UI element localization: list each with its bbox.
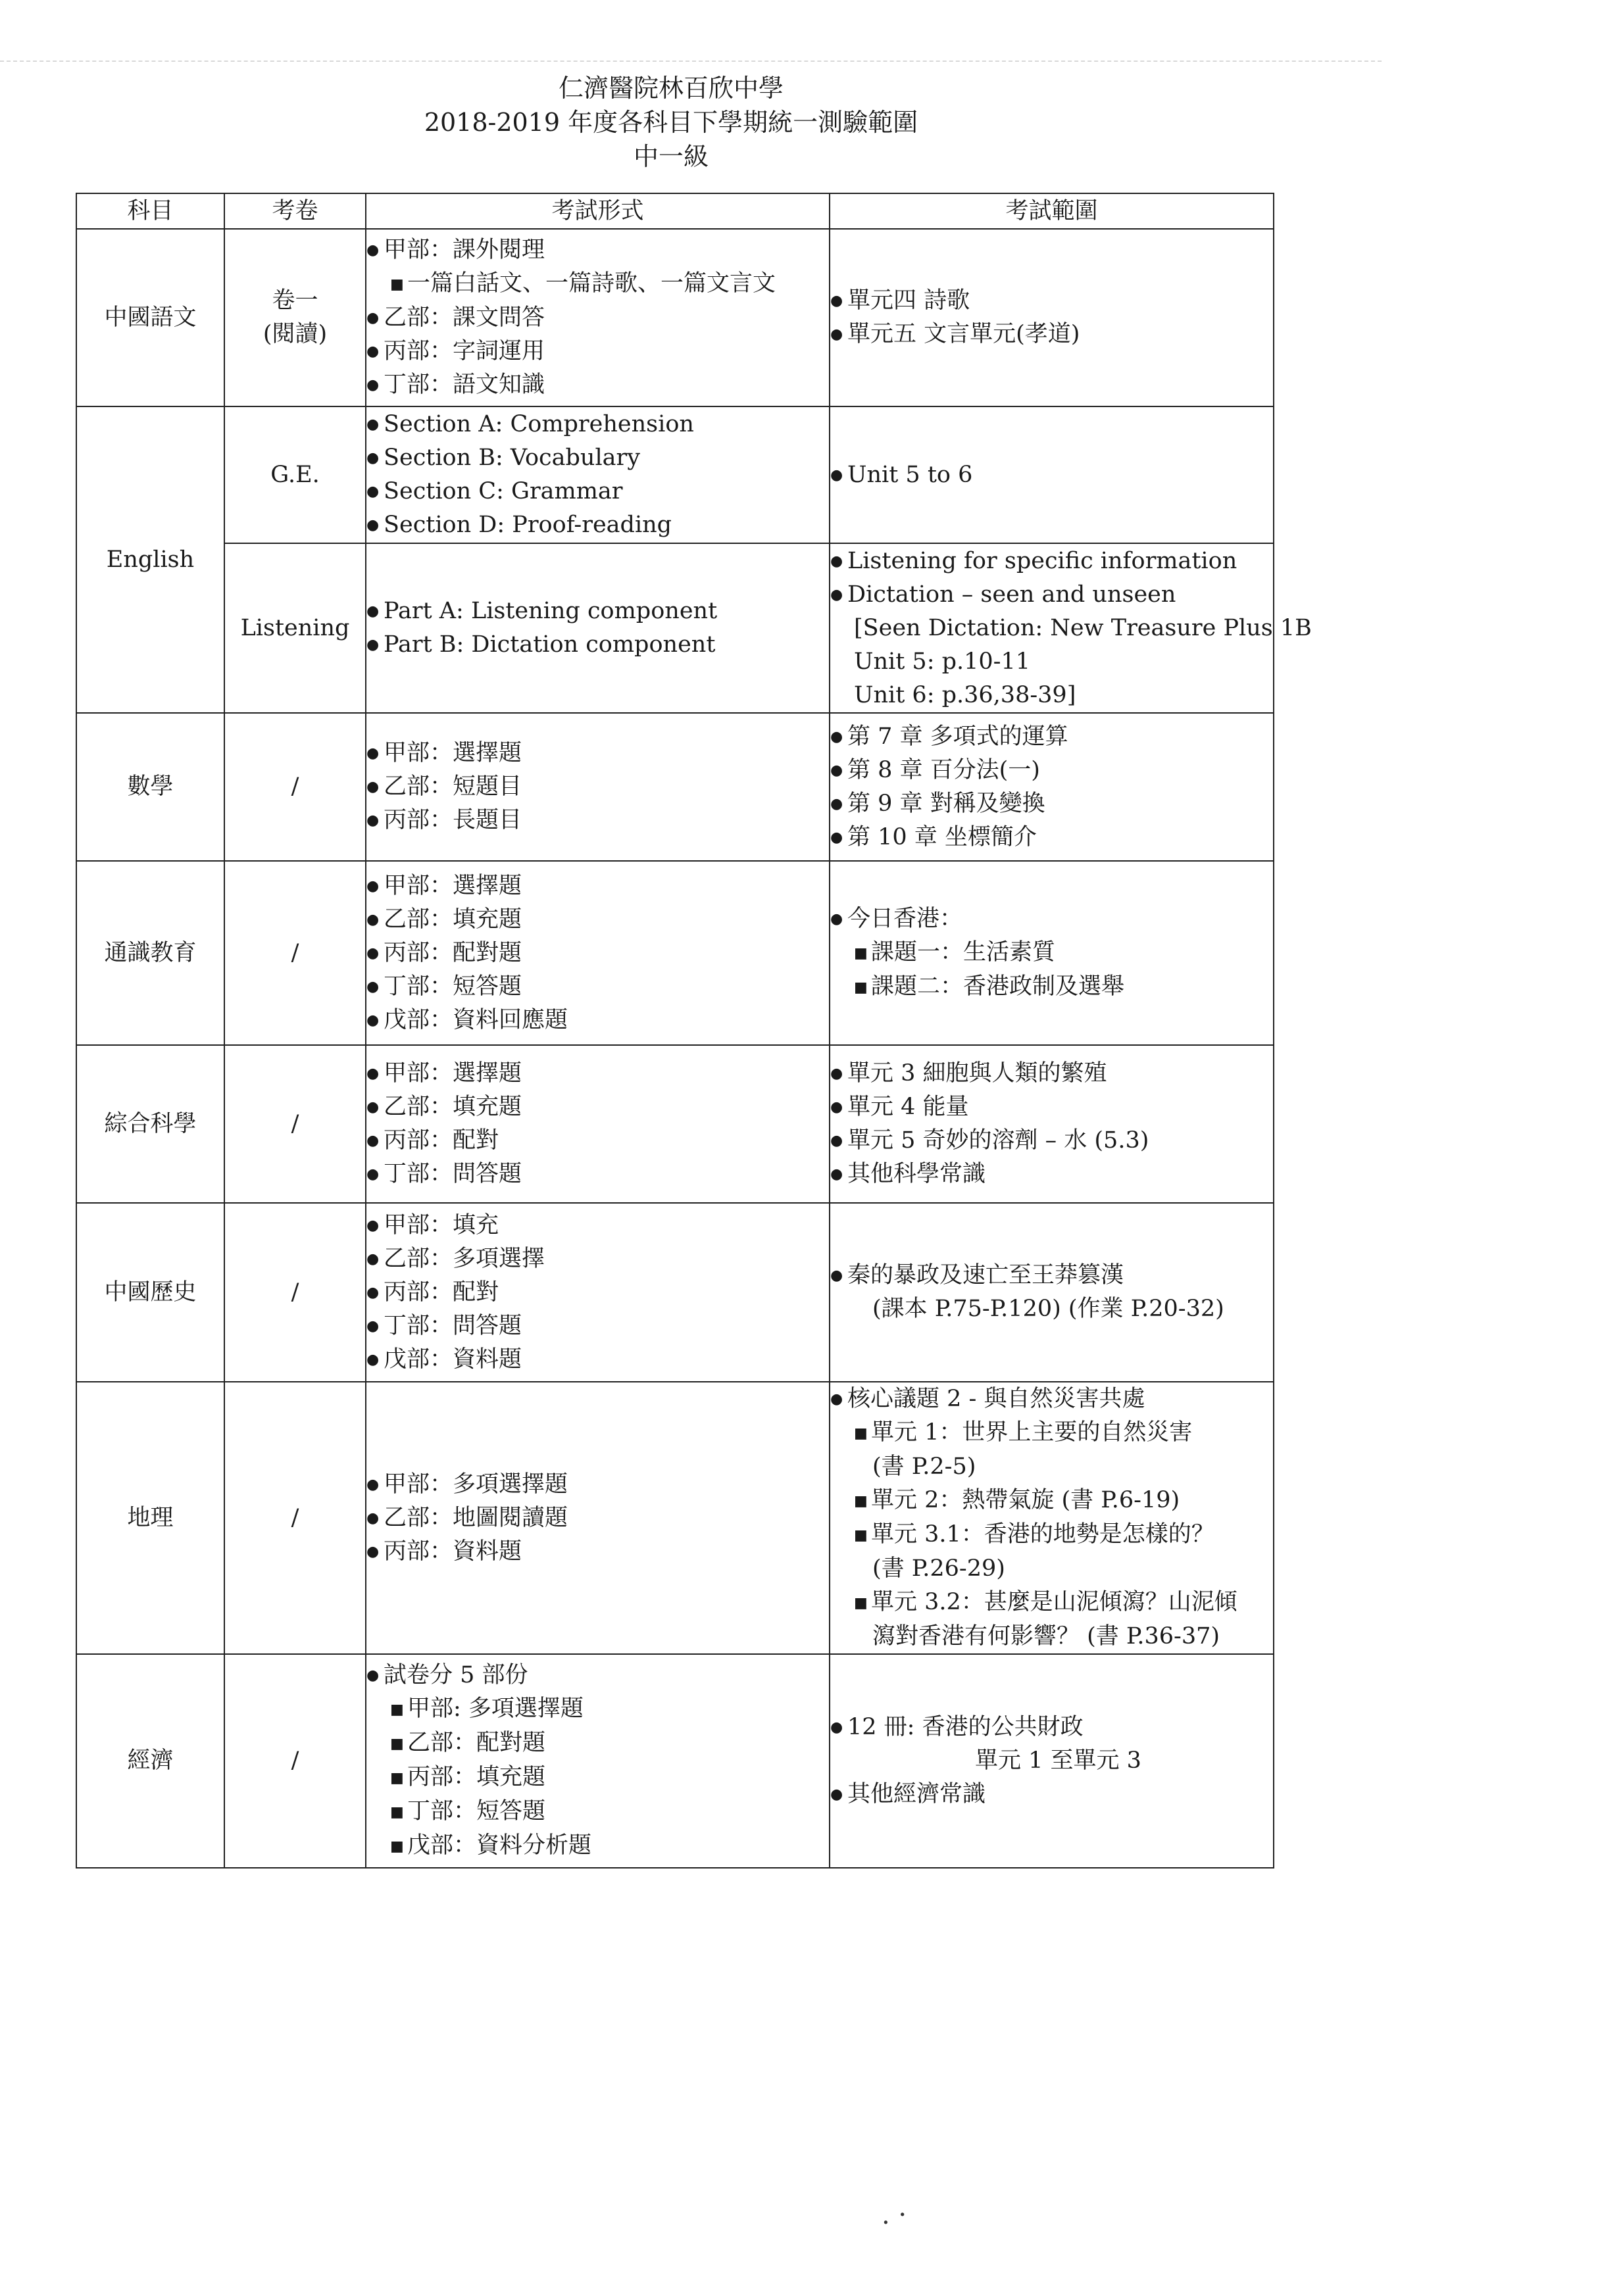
list-item: ● 乙部：多項選擇 xyxy=(366,1242,829,1276)
list-item: ■ 乙部：配對題 xyxy=(366,1726,829,1761)
list-item: ■ 單元 2：熱帶氣旋 (書 P.6-19) xyxy=(830,1484,1273,1518)
table-row xyxy=(76,1382,1274,1654)
list-item: ● 單元四 詩歌 xyxy=(830,284,1273,318)
list-item: ● 核心議題 2 - 與自然災害共處 xyxy=(830,1382,1273,1416)
list-item: ● 丙部：長題目 xyxy=(366,804,829,837)
table-row xyxy=(76,543,1274,713)
format-cell xyxy=(366,1382,830,1654)
list-item: ● Section C: Grammar xyxy=(366,475,829,508)
table-header-row xyxy=(76,193,1274,229)
syllabus-table xyxy=(76,193,1312,1869)
list-item: ● 甲部：選擇題 xyxy=(366,869,829,903)
subject-cell: 數學 xyxy=(76,713,224,861)
list-item: ● 12 冊: 香港的公共財政 xyxy=(830,1711,1273,1744)
list-item: ● 丙部：配對題 xyxy=(366,937,829,970)
list-item: ■ 單元 3.2：甚麼是山泥傾瀉？山泥傾 xyxy=(830,1586,1273,1620)
list-item: ● 戊部：資料題 xyxy=(366,1343,829,1377)
column-header-scope: 考試範圍 xyxy=(830,193,1274,229)
list-item: ● 單元 4 能量 xyxy=(830,1090,1273,1124)
list-item: ● 甲部：多項選擇題 xyxy=(366,1468,829,1502)
paper-sublabel: (閱讀) xyxy=(262,321,328,347)
list-item: ■ 單元 1：世界上主要的自然災害 xyxy=(830,1416,1273,1450)
list-item: ● 丁部：短答題 xyxy=(366,970,829,1004)
list-item: Unit 6: p.36,38-39] xyxy=(854,681,1076,708)
list-item: ● 今日香港： xyxy=(830,902,1273,936)
list-item: ● 甲部：選擇題 xyxy=(366,737,829,770)
paper-cell: G.E. xyxy=(224,406,366,543)
scan-speck: . · xyxy=(882,2200,907,2230)
list-item: ● 丙部：資料題 xyxy=(366,1535,829,1569)
scope-cell xyxy=(830,861,1274,1045)
subject-cell: 中國語文 xyxy=(76,229,224,406)
list-item: ■ 甲部: 多項選擇題 xyxy=(366,1692,829,1726)
list-item: (課本 P.75-P.120) (作業 P.20-32) xyxy=(872,1296,1224,1322)
table-row xyxy=(76,713,1274,861)
paper-cell: / xyxy=(224,861,366,1045)
document-header xyxy=(0,71,1342,174)
scope-cell xyxy=(830,713,1274,861)
subject-cell: 地理 xyxy=(76,1382,224,1654)
list-item: ● 丙部：配對 xyxy=(366,1276,829,1309)
table-row xyxy=(76,861,1274,1045)
list-item: ■ 課題一：生活素質 xyxy=(830,936,1273,970)
scope-cell xyxy=(830,406,1274,543)
list-item: 瀉對香港有何影響？ (書 P.36-37) xyxy=(872,1623,1220,1649)
list-item: ● Section D: Proof-reading xyxy=(366,508,829,542)
list-item: ● Unit 5 to 6 xyxy=(830,458,1273,492)
paper-cell: / xyxy=(224,713,366,861)
format-cell xyxy=(366,406,830,543)
grade-level: 中一級 xyxy=(633,142,709,171)
list-item: ● 單元五 文言單元(孝道) xyxy=(830,318,1273,351)
document-title: 2018-2019 年度各科目下學期統一測驗範圍 xyxy=(424,108,918,137)
paper-cell: / xyxy=(224,1654,366,1868)
list-item: ● 乙部：課文問答 xyxy=(366,301,829,335)
list-item: ● 第 7 章 多項式的運算 xyxy=(830,720,1273,754)
paper-cell: / xyxy=(224,1045,366,1203)
list-item: (書 P.2-5) xyxy=(872,1453,976,1480)
list-item: ● 丁部：問答題 xyxy=(366,1309,829,1343)
list-item: ● 甲部：課外閱理 xyxy=(366,233,829,267)
subject-cell: English xyxy=(76,406,224,713)
list-item: ● 單元 3 細胞與人類的繁殖 xyxy=(830,1057,1273,1090)
format-cell xyxy=(366,229,830,406)
list-item: ● Dictation – seen and unseen xyxy=(830,578,1273,612)
list-item: ● 丙部：字詞運用 xyxy=(366,335,829,368)
subject-cell: 中國歷史 xyxy=(76,1203,224,1382)
list-item: ● Part B: Dictation component xyxy=(366,628,829,662)
list-item: ● 其他經濟常識 xyxy=(830,1778,1273,1811)
list-item: ■ 戊部：資料分析題 xyxy=(366,1829,829,1863)
scan-edge-line xyxy=(0,61,1382,62)
subject-cell: 通識教育 xyxy=(76,861,224,1045)
table-row xyxy=(76,406,1274,543)
list-item: ● Part A: Listening component xyxy=(366,595,829,628)
list-item: ■ 丁部：短答題 xyxy=(366,1795,829,1829)
format-cell xyxy=(366,713,830,861)
paper-cell: Listening xyxy=(224,543,366,713)
paper-cell xyxy=(224,229,366,406)
list-item: ● 第 10 章 坐標簡介 xyxy=(830,821,1273,854)
format-cell xyxy=(366,1654,830,1868)
list-item: ● 第 8 章 百分法(一) xyxy=(830,754,1273,787)
list-item: ● 丙部：配對 xyxy=(366,1124,829,1158)
list-item: ● Listening for specific information xyxy=(830,545,1273,578)
list-item: ● 乙部：填充題 xyxy=(366,1090,829,1124)
list-item: 單元 1 至單元 3 xyxy=(975,1747,1141,1774)
list-item: ● Section A: Comprehension xyxy=(366,408,829,441)
list-item: ■ 單元 3.1：香港的地勢是怎樣的？ xyxy=(830,1518,1273,1552)
format-cell xyxy=(366,543,830,713)
table-row xyxy=(76,1654,1274,1868)
scope-cell xyxy=(830,1045,1274,1203)
list-item: [Seen Dictation: New Treasure Plus 1B xyxy=(854,614,1312,641)
paper-cell: / xyxy=(224,1203,366,1382)
column-header-subject: 科目 xyxy=(76,193,224,229)
list-item: ● 第 9 章 對稱及變換 xyxy=(830,787,1273,821)
list-item: ● 戊部：資料回應題 xyxy=(366,1004,829,1037)
list-item: ● 乙部：短題目 xyxy=(366,770,829,804)
list-item: ■ 丙部：填充題 xyxy=(366,1761,829,1795)
list-item: ■ 課題二：香港政制及選舉 xyxy=(830,970,1273,1004)
list-item: ● Section B: Vocabulary xyxy=(366,441,829,475)
list-item: (書 P.26-29) xyxy=(872,1555,1005,1582)
list-item: ● 甲部：選擇題 xyxy=(366,1057,829,1090)
paper-label: 卷一 xyxy=(272,287,318,314)
format-cell xyxy=(366,861,830,1045)
table-row xyxy=(76,1045,1274,1203)
table-row xyxy=(76,1203,1274,1382)
list-item: ● 丁部：問答題 xyxy=(366,1158,829,1191)
format-cell xyxy=(366,1045,830,1203)
list-item: ● 乙部：地圖閱讀題 xyxy=(366,1502,829,1535)
list-item: ● 丁部：語文知識 xyxy=(366,368,829,402)
list-item: ● 其他科學常識 xyxy=(830,1158,1273,1191)
list-item: ● 秦的暴政及速亡至王莽篡漢 xyxy=(830,1259,1273,1292)
column-header-paper: 考卷 xyxy=(224,193,366,229)
scope-cell xyxy=(830,1382,1274,1654)
list-item: ● 甲部：填充 xyxy=(366,1209,829,1242)
table-row xyxy=(76,229,1274,406)
column-header-format: 考試形式 xyxy=(366,193,830,229)
school-name: 仁濟醫院林百欣中學 xyxy=(558,74,784,103)
scope-cell xyxy=(830,229,1274,406)
paper-cell: / xyxy=(224,1382,366,1654)
list-item: ● 乙部：填充題 xyxy=(366,903,829,937)
list-item: ■ 一篇白話文、一篇詩歌、一篇文言文 xyxy=(366,267,829,301)
list-item: ● 單元 5 奇妙的溶劑 – 水 (5.3) xyxy=(830,1124,1273,1158)
list-item: Unit 5: p.10-11 xyxy=(854,648,1031,675)
scope-cell xyxy=(830,1203,1274,1382)
subject-cell: 經濟 xyxy=(76,1654,224,1868)
list-item: ● 試卷分 5 部份 xyxy=(366,1659,829,1692)
format-cell xyxy=(366,1203,830,1382)
scope-cell xyxy=(830,1654,1274,1868)
subject-cell: 綜合科學 xyxy=(76,1045,224,1203)
scope-cell xyxy=(830,543,1312,713)
